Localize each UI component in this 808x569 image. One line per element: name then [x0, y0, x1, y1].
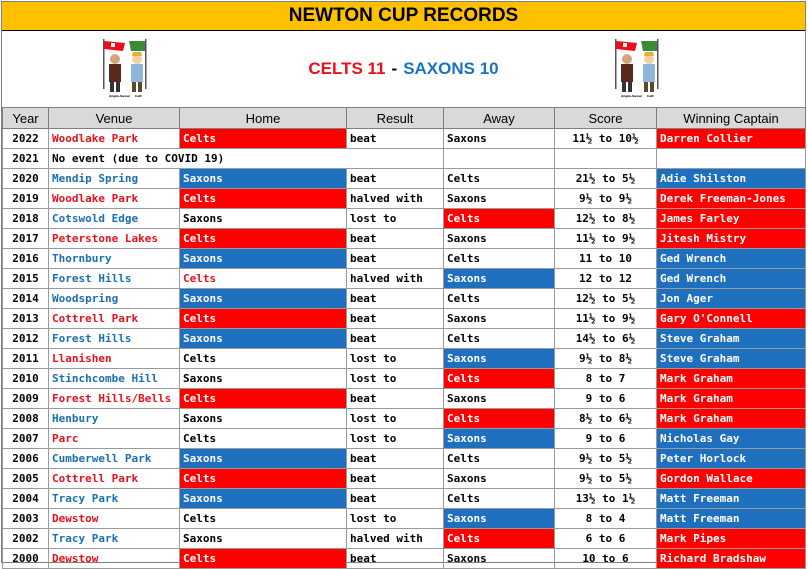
cell-year: 2019 [3, 189, 49, 209]
cell-away: Celts [444, 409, 555, 429]
records-table [2, 107, 806, 569]
cell-score: 10 to 6 [555, 549, 657, 569]
cell-score: 8½ to 6½ [555, 409, 657, 429]
cell-year: 2000 [3, 549, 49, 569]
cell-year: 2005 [3, 469, 49, 489]
cell-venue: No event (due to COVID 19) [49, 149, 444, 169]
cell-score: 9½ to 5½ [555, 469, 657, 489]
cell-home: Celts [180, 429, 347, 449]
cell-home: Saxons [180, 529, 347, 549]
cell-home: Celts [180, 549, 347, 569]
cell-away: Celts [444, 369, 555, 389]
cell-year: 2004 [3, 489, 49, 509]
cell-result: lost to [347, 209, 444, 229]
cell-venue: Cotswold Edge [49, 209, 180, 229]
emblem-caption-right: Celt [647, 94, 654, 98]
cell-captain: Peter Horlock [657, 449, 806, 469]
table-row [3, 529, 806, 549]
table-row [3, 409, 806, 429]
cell-result: beat [347, 449, 444, 469]
cell-result: lost to [347, 349, 444, 369]
cell-home: Saxons [180, 489, 347, 509]
cell-year: 2013 [3, 309, 49, 329]
cell-year: 2021 [3, 149, 49, 169]
cell-captain: Mark Graham [657, 409, 806, 429]
cell-captain: Matt Freeman [657, 509, 806, 529]
records-sheet [1, 1, 806, 563]
cell-result: lost to [347, 409, 444, 429]
table-row [3, 269, 806, 289]
page-title: NEWTON CUP RECORDS [2, 2, 805, 31]
cell-home: Celts [180, 469, 347, 489]
cell-year: 2022 [3, 129, 49, 149]
table-row [3, 149, 806, 169]
table-row [3, 349, 806, 369]
table-row [3, 169, 806, 189]
table-header-row [3, 108, 806, 129]
cell-venue: Forest Hills/Bells [49, 389, 180, 409]
celt-saxon-emblem-icon [95, 37, 159, 101]
cell-score: 11½ to 9½ [555, 229, 657, 249]
cell-score: 12½ to 5½ [555, 289, 657, 309]
col-header-venue: Venue [49, 108, 180, 129]
cell-score: 11 to 10 [555, 249, 657, 269]
cell-venue: Woodlake Park [49, 129, 180, 149]
cell-venue: Cottrell Park [49, 309, 180, 329]
cell-captain: Adie Shilston [657, 169, 806, 189]
cell-home: Saxons [180, 409, 347, 429]
cell-score: 21½ to 5½ [555, 169, 657, 189]
table-row [3, 289, 806, 309]
table-row [3, 509, 806, 529]
cell-home: Saxons [180, 369, 347, 389]
cell-home: Saxons [180, 289, 347, 309]
cell-result: beat [347, 249, 444, 269]
cell-result: beat [347, 549, 444, 569]
cell-away: Saxons [444, 309, 555, 329]
cell-result: beat [347, 489, 444, 509]
cell-home: Saxons [180, 329, 347, 349]
saxons-total: SAXONS 10 [403, 59, 499, 78]
table-row [3, 209, 806, 229]
cell-year: 2006 [3, 449, 49, 469]
cell-venue: Woodspring [49, 289, 180, 309]
cell-away: Celts [444, 449, 555, 469]
emblem-caption-right: Celt [135, 94, 142, 98]
cell-captain: Nicholas Gay [657, 429, 806, 449]
cell-result: beat [347, 389, 444, 409]
table-row [3, 309, 806, 329]
cell-result: beat [347, 129, 444, 149]
cell-home: Celts [180, 389, 347, 409]
cell-result: beat [347, 169, 444, 189]
cell-home: Celts [180, 309, 347, 329]
cell-home: Celts [180, 269, 347, 289]
cell-year: 2009 [3, 389, 49, 409]
table-row [3, 549, 806, 569]
cell-venue: Stinchcombe Hill [49, 369, 180, 389]
cell-captain: Gordon Wallace [657, 469, 806, 489]
cell-away: Celts [444, 249, 555, 269]
cell-home: Saxons [180, 449, 347, 469]
cell-year: 2011 [3, 349, 49, 369]
cell-captain: Steve Graham [657, 329, 806, 349]
cell-score: 6 to 6 [555, 529, 657, 549]
cell-captain: Derek Freeman-Jones [657, 189, 806, 209]
cell-captain [657, 149, 806, 169]
cell-score: 8 to 4 [555, 509, 657, 529]
cell-score: 9½ to 5½ [555, 449, 657, 469]
cell-score: 9 to 6 [555, 429, 657, 449]
cell-home: Celts [180, 189, 347, 209]
cell-result: beat [347, 469, 444, 489]
cell-year: 2007 [3, 429, 49, 449]
cell-captain: Darren Collier [657, 129, 806, 149]
cell-venue: Dewstow [49, 509, 180, 529]
cell-captain: Jon Ager [657, 289, 806, 309]
cell-score: 12½ to 8½ [555, 209, 657, 229]
cell-captain: Mark Graham [657, 369, 806, 389]
emblem-caption-left: Anglo-Saxon [109, 94, 131, 98]
cell-year: 2018 [3, 209, 49, 229]
cell-score: 13½ to 1½ [555, 489, 657, 509]
cell-year: 2020 [3, 169, 49, 189]
cell-result: beat [347, 229, 444, 249]
score-banner [2, 31, 805, 107]
cell-venue: Cumberwell Park [49, 449, 180, 469]
cell-away: Saxons [444, 469, 555, 489]
table-row [3, 249, 806, 269]
cell-away: Saxons [444, 349, 555, 369]
cell-captain: Jitesh Mistry [657, 229, 806, 249]
table-row [3, 449, 806, 469]
cell-away: Saxons [444, 269, 555, 289]
col-header-away: Away [444, 108, 555, 129]
cell-result: lost to [347, 369, 444, 389]
cell-away: Celts [444, 489, 555, 509]
banner-separator: - [391, 59, 398, 78]
cell-captain: Mark Graham [657, 389, 806, 409]
cell-venue: Henbury [49, 409, 180, 429]
cell-away: Saxons [444, 189, 555, 209]
table-row [3, 129, 806, 149]
cell-result: halved with [347, 529, 444, 549]
cell-score: 14½ to 6½ [555, 329, 657, 349]
cell-venue: Parc [49, 429, 180, 449]
cell-home: Saxons [180, 249, 347, 269]
cell-score [555, 149, 657, 169]
cell-home: Saxons [180, 209, 347, 229]
cell-year: 2016 [3, 249, 49, 269]
cell-score: 8 to 7 [555, 369, 657, 389]
cell-result: beat [347, 289, 444, 309]
col-header-captain: Winning Captain [657, 108, 806, 129]
col-header-result: Result [347, 108, 444, 129]
table-body [3, 129, 806, 569]
table-row [3, 189, 806, 209]
cell-home: Celts [180, 509, 347, 529]
cell-year: 2002 [3, 529, 49, 549]
col-header-score: Score [555, 108, 657, 129]
cell-venue: Tracy Park [49, 529, 180, 549]
celts-total: CELTS 11 [308, 59, 386, 78]
table-row [3, 469, 806, 489]
table-row [3, 229, 806, 249]
cell-year: 2003 [3, 509, 49, 529]
cell-captain: Gary O'Connell [657, 309, 806, 329]
cell-away: Celts [444, 289, 555, 309]
col-header-year: Year [3, 108, 49, 129]
cell-home: Saxons [180, 169, 347, 189]
celt-saxon-emblem-icon [607, 37, 671, 101]
cell-away: Saxons [444, 389, 555, 409]
cell-away: Saxons [444, 509, 555, 529]
cell-year: 2012 [3, 329, 49, 349]
cell-year: 2014 [3, 289, 49, 309]
cell-result: lost to [347, 429, 444, 449]
cell-score: 9½ to 8½ [555, 349, 657, 369]
cell-score: 9 to 6 [555, 389, 657, 409]
table-row [3, 329, 806, 349]
cell-score: 9½ to 9½ [555, 189, 657, 209]
cell-captain: Richard Bradshaw [657, 549, 806, 569]
table-row [3, 389, 806, 409]
cell-venue: Forest Hills [49, 269, 180, 289]
cell-home: Celts [180, 229, 347, 249]
cell-result: lost to [347, 509, 444, 529]
cell-captain: Mark Pipes [657, 529, 806, 549]
cell-result: beat [347, 329, 444, 349]
cell-captain: Ged Wrench [657, 249, 806, 269]
cell-away: Saxons [444, 549, 555, 569]
cell-venue: Forest Hills [49, 329, 180, 349]
cell-away: Celts [444, 209, 555, 229]
table-row [3, 429, 806, 449]
cell-result: halved with [347, 189, 444, 209]
cell-venue: Peterstone Lakes [49, 229, 180, 249]
cell-result: beat [347, 309, 444, 329]
cell-venue: Llanishen [49, 349, 180, 369]
cell-venue: Tracy Park [49, 489, 180, 509]
table-row [3, 489, 806, 509]
cell-away [444, 149, 555, 169]
cell-venue: Woodlake Park [49, 189, 180, 209]
cell-venue: Cottrell Park [49, 469, 180, 489]
cell-away: Celts [444, 329, 555, 349]
cell-venue: Thornbury [49, 249, 180, 269]
cell-captain: Matt Freeman [657, 489, 806, 509]
emblem-caption-left: Anglo-Saxon [621, 94, 643, 98]
table-row [3, 369, 806, 389]
cell-captain: Ged Wrench [657, 269, 806, 289]
cell-away: Saxons [444, 429, 555, 449]
cell-score: 12 to 12 [555, 269, 657, 289]
cell-away: Saxons [444, 129, 555, 149]
cell-away: Celts [444, 169, 555, 189]
cell-year: 2010 [3, 369, 49, 389]
cell-captain: Steve Graham [657, 349, 806, 369]
cell-year: 2015 [3, 269, 49, 289]
cell-home: Celts [180, 349, 347, 369]
col-header-home: Home [180, 108, 347, 129]
cell-year: 2008 [3, 409, 49, 429]
cell-year: 2017 [3, 229, 49, 249]
cell-venue: Dewstow [49, 549, 180, 569]
cell-away: Celts [444, 529, 555, 549]
cell-score: 11½ to 10½ [555, 129, 657, 149]
cell-result: halved with [347, 269, 444, 289]
cell-home: Celts [180, 129, 347, 149]
cell-away: Saxons [444, 229, 555, 249]
cell-score: 11½ to 9½ [555, 309, 657, 329]
cell-captain: James Farley [657, 209, 806, 229]
cell-venue: Mendip Spring [49, 169, 180, 189]
